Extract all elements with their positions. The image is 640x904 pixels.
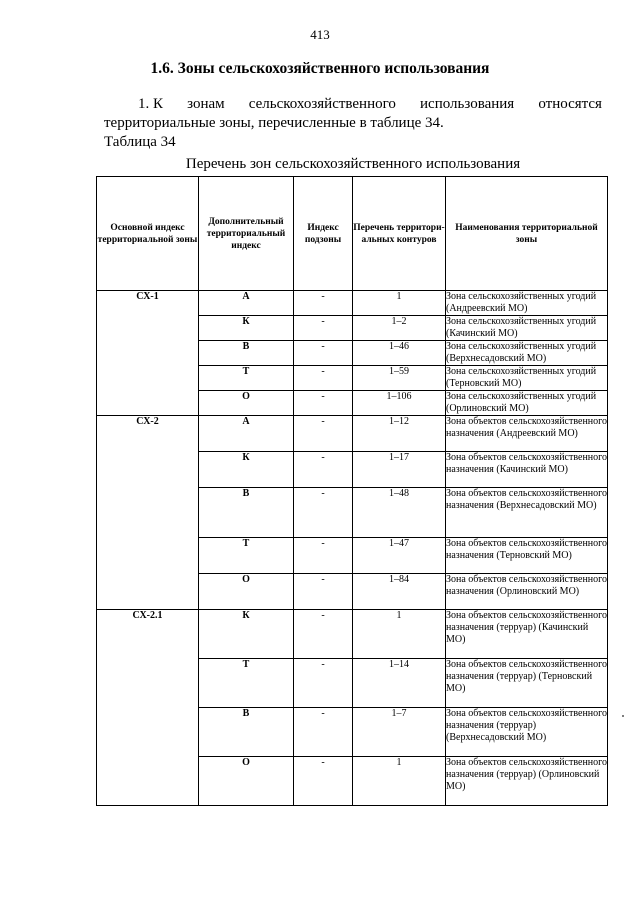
subzone-index-cell: - (294, 316, 353, 341)
zone-name-cell: Зона сельскохозяйственных угодий (Качинский МО) (446, 316, 608, 341)
contours-cell: 1–48 (353, 488, 446, 538)
subzone-index-cell: - (294, 757, 353, 806)
contours-cell: 1–14 (353, 659, 446, 708)
contours-cell: 1–17 (353, 452, 446, 488)
header-contours: Перечень территори-альных контуров (353, 177, 446, 291)
zone-name-cell: Зона сельскохозяйственных угодий (Андреевский МО) (446, 291, 608, 316)
extra-index-cell: О (199, 391, 294, 416)
zone-name-cell: Зона объектов сельскохозяйственного назначения (Терновский МО) (446, 538, 608, 574)
subzone-index-cell: - (294, 416, 353, 452)
extra-index-cell: К (199, 452, 294, 488)
contours-cell: 1–12 (353, 416, 446, 452)
extra-index-cell: Т (199, 659, 294, 708)
intro-word: использования (420, 96, 515, 112)
zone-name-cell: Зона объектов сельскохозяйственного назначения (Качинский МО) (446, 452, 608, 488)
section-title: 1.6. Зоны сельскохозяйственного использования (150, 60, 490, 77)
subzone-index-cell: - (294, 366, 353, 391)
table-label: Таблица 34 (104, 134, 176, 150)
zone-name-cell: Зона сельскохозяйственных угодий (Орлиновский МО) (446, 391, 608, 416)
subzone-index-cell: - (294, 610, 353, 659)
contours-cell: 1–59 (353, 366, 446, 391)
subzone-index-cell: - (294, 391, 353, 416)
subzone-index-cell: - (294, 538, 353, 574)
zone-name-cell: Зона объектов сельскохозяйственного назначения (терруар) (Верхнесадовский МО) (446, 708, 608, 757)
contours-cell: 1–47 (353, 538, 446, 574)
contours-cell: 1–106 (353, 391, 446, 416)
zone-name-cell: Зона сельскохозяйственных угодий (Верхнесадовский МО) (446, 341, 608, 366)
subzone-index-cell: - (294, 708, 353, 757)
extra-index-cell: В (199, 488, 294, 538)
extra-index-cell: В (199, 708, 294, 757)
contours-cell: 1–7 (353, 708, 446, 757)
subzone-index-cell: - (294, 341, 353, 366)
extra-index-cell: К (199, 610, 294, 659)
zone-name-cell: Зона сельскохозяйственных угодий (Терновский МО) (446, 366, 608, 391)
zone-name-cell: Зона объектов сельскохозяйственного назначения (Верхнесадовский МО) (446, 488, 608, 538)
table-row (97, 610, 608, 659)
zone-name-cell: Зона объектов сельскохозяйственного назначения (Орлиновский МО) (446, 574, 608, 610)
extra-index-cell: К (199, 316, 294, 341)
zone-name-cell: Зона объектов сельскохозяйственного назначения (Андреевский МО) (446, 416, 608, 452)
zones-table (96, 176, 608, 806)
subzone-index-cell: - (294, 659, 353, 708)
table-header-row (97, 177, 608, 291)
extra-index-cell: А (199, 416, 294, 452)
intro-line-2: территориальные зоны, перечисленные в таблице 34. (104, 115, 444, 131)
subzone-index-cell: - (294, 291, 353, 316)
extra-index-cell: Т (199, 366, 294, 391)
header-extra-index: Дополнительный территориальный индекс (199, 177, 294, 291)
table-row (97, 291, 608, 316)
extra-index-cell: А (199, 291, 294, 316)
header-main-index: Основной индекс территориальной зоны (97, 177, 199, 291)
extra-index-cell: О (199, 574, 294, 610)
table-caption: Перечень зон сельскохозяйственного использования (185, 156, 521, 172)
margin-mark (622, 715, 624, 717)
contours-cell: 1–84 (353, 574, 446, 610)
main-index-cell: СХ-2 (97, 416, 199, 610)
main-index-cell: СХ-1 (97, 291, 199, 416)
intro-paragraph (104, 95, 602, 133)
zone-name-cell: Зона объектов сельскохозяйственного назначения (терруар) (Орлиновский МО) (446, 757, 608, 806)
header-zone-name: Наименования территориальной зоны (446, 177, 608, 291)
subzone-index-cell: - (294, 574, 353, 610)
contours-cell: 1–46 (353, 341, 446, 366)
contours-cell: 1–2 (353, 316, 446, 341)
intro-word: зонам (187, 96, 225, 112)
main-index-cell: СХ-2.1 (97, 610, 199, 806)
extra-index-cell: В (199, 341, 294, 366)
table-row (97, 416, 608, 452)
zone-name-cell: Зона объектов сельскохозяйственного назначения (терруар) (Качинский МО) (446, 610, 608, 659)
subzone-index-cell: - (294, 488, 353, 538)
contours-cell: 1 (353, 610, 446, 659)
table-body (97, 291, 608, 806)
intro-line-1 (104, 95, 602, 114)
header-subzone-index: Индекс подзоны (294, 177, 353, 291)
intro-word: относятся (538, 96, 602, 112)
intro-word: сельскохозяйственного (248, 96, 396, 112)
intro-word: 1. К (138, 96, 164, 112)
subzone-index-cell: - (294, 452, 353, 488)
zone-name-cell: Зона объектов сельскохозяйственного назначения (терруар) (Терновский МО) (446, 659, 608, 708)
extra-index-cell: Т (199, 538, 294, 574)
contours-cell: 1 (353, 757, 446, 806)
extra-index-cell: О (199, 757, 294, 806)
contours-cell: 1 (353, 291, 446, 316)
page-number: 413 (310, 27, 330, 42)
